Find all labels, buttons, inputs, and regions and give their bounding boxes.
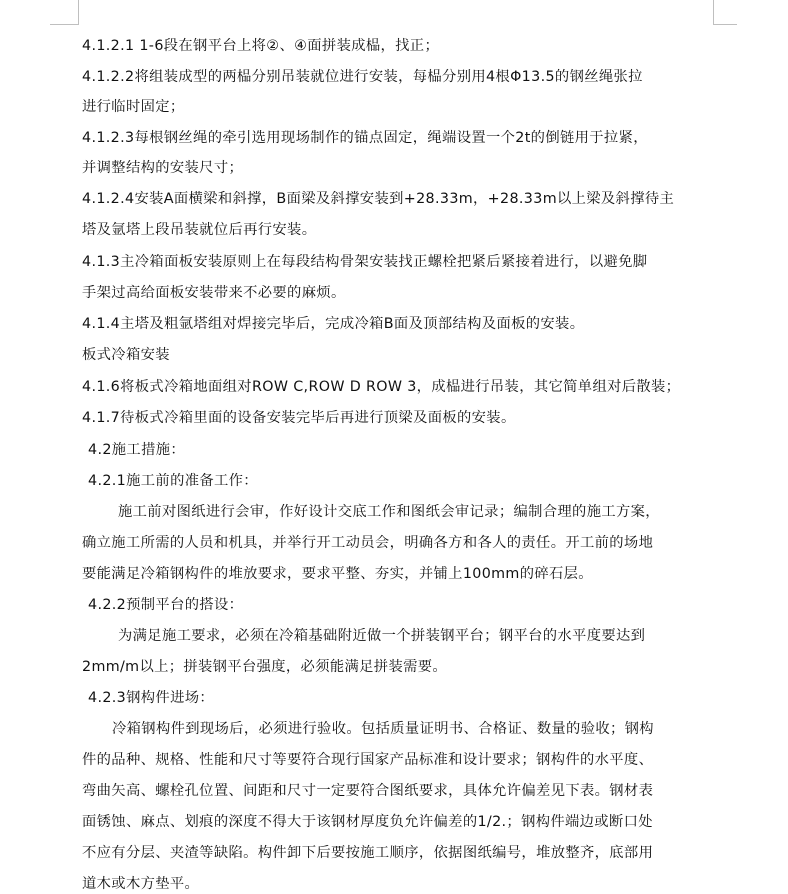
text-line: 道木或木方垫平。 — [82, 876, 200, 892]
text-line: 4.1.2.1 1-6段在钢平台上将②、④面拼装成榀，找正； — [82, 38, 440, 54]
text-line: 施工前对图纸进行会审，作好设计交底工作和图纸会审记录；编制合理的施工方案， — [118, 504, 660, 520]
text-line: 手架过高给面板安装带来不必要的麻烦。 — [82, 285, 346, 301]
text-line: 4.1.3主冷箱面板安装原则上在每段结构骨架安装找正螺栓把紧后紧接着进行，以避免脚 — [82, 254, 648, 270]
text-line: 冷箱钢构件到现场后，必须进行验收。包括质量证明书、合格证、数量的验收；钢构 — [112, 721, 654, 737]
margin-mark-top-left — [50, 24, 79, 25]
section-heading: 4.2.1施工前的准备工作： — [88, 473, 258, 489]
text-line: 面锈蚀、麻点、划痕的深度不得大于该钢材厚度负允许偏差的1/2.；钢构件端边或断口处 — [82, 814, 653, 830]
section-heading: 4.2施工措施： — [88, 442, 186, 458]
text-line: 2mm/m以上；拼装钢平台强度，必须能满足拼装需要。 — [82, 659, 448, 675]
text-line: 并调整结构的安装尺寸； — [82, 160, 244, 176]
text-line: 4.1.7待板式冷箱里面的设备安装完毕后再进行顶梁及面板的安装。 — [82, 410, 516, 426]
text-line: 4.1.6将板式冷箱地面组对ROW C,ROW D ROW 3，成榀进行吊装，其它简单组对后散装； — [82, 379, 681, 395]
text-line: 不应有分层、夹渣等缺陷。构件卸下后要按施工顺序，依据图纸编号，堆放整齐，底部用 — [82, 845, 654, 861]
margin-mark-right — [713, 0, 714, 24]
text-line: 4.1.4主塔及粗氩塔组对焊接完毕后，完成冷箱B面及顶部结构及面板的安装。 — [82, 316, 585, 332]
section-heading: 4.2.3钢构件进场： — [88, 690, 215, 706]
section-heading: 板式冷箱安装 — [82, 347, 170, 363]
section-heading: 4.2.2预制平台的搭设： — [88, 597, 244, 613]
text-line: 要能满足冷箱钢构件的堆放要求，要求平整、夯实，并铺上100mm的碎石层。 — [82, 566, 593, 582]
text-line: 4.1.2.4安装A面横梁和斜撑，B面梁及斜撑安装到+28.33m，+28.33m以上梁及斜撑待主 — [82, 191, 675, 207]
text-line: 塔及氩塔上段吊装就位后再行安装。 — [82, 222, 317, 238]
margin-mark-top-right — [713, 24, 737, 25]
text-line: 4.1.2.2将组装成型的两榀分别吊装就位进行安装，每榀分别用4根Φ13.5的钢丝绳张拉 — [82, 69, 643, 85]
text-line: 弯曲矢高、螺栓孔位置、间距和尺寸一定要符合图纸要求，具体允许偏差见下表。钢材表 — [82, 783, 654, 799]
margin-mark-left — [78, 0, 79, 24]
text-line: 为满足施工要求，必须在冷箱基础附近做一个拼装钢平台；钢平台的水平度要达到 — [118, 628, 646, 644]
text-line: 4.1.2.3每根钢丝绳的牵引选用现场制作的锚点固定，绳端设置一个2t的倒链用于拉紧， — [82, 130, 648, 146]
text-line: 进行临时固定； — [82, 99, 185, 115]
text-line: 确立施工所需的人员和机具，并举行开工动员会，明确各方和各人的责任。开工前的场地 — [82, 535, 654, 551]
text-line: 件的品种、规格、性能和尺寸等要符合现行国家产品标准和设计要求；钢构件的水平度、 — [82, 752, 654, 768]
